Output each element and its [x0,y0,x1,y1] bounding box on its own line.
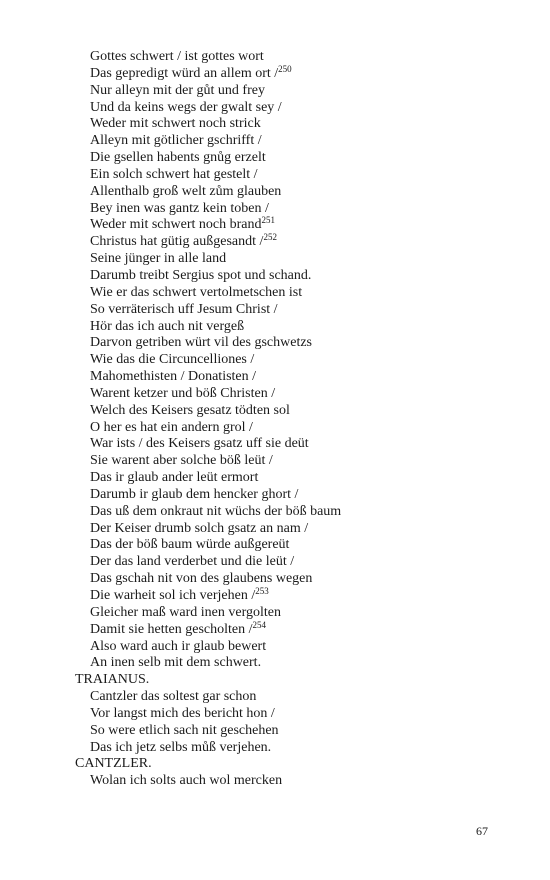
verse-line [0,83,550,100]
verse-line [0,537,550,554]
verse-text: Darumb treibt Sergius spot und schand. [90,267,312,283]
verse-line [0,234,550,251]
verse-text: Wie er das schwert vertolmetschen ist [90,284,303,300]
verse-line [0,619,550,639]
verse-line [0,470,550,487]
verse-text: Die warheit sol ich verjehen / [90,588,256,603]
verse-text: Weder mit schwert noch brand [90,217,262,233]
verse-line [0,571,550,588]
verse-line [0,588,550,605]
verse-text: Mahomethisten / Donatisten / [90,369,257,385]
verse-text: Ein solch schwert hat gestelt / [90,166,258,182]
footnote-marker: 253 [255,586,269,596]
verse-line [0,285,550,302]
speaker-name: TRAIANUS. [75,672,150,688]
verse-text: Also ward auch ir glaub bewert [90,638,267,654]
speaker-name: CANTZLER. [75,756,152,772]
verse-text: Darvon getriben würt vil des gschwetzs [90,335,312,351]
verse-line [0,521,550,538]
verse-text: Vor langst mich des bericht hon / [90,705,275,721]
verse-line [0,369,550,386]
verse-text: An inen selb mit dem schwert. [90,655,262,671]
verse-text: Das ich jetz selbs můß verjehen. [90,739,272,755]
verse-text: Damit sie hetten gescholten / [90,621,253,637]
verse-text: Das gschah nit von des glaubens wegen [90,571,313,587]
verse-line [0,352,550,369]
verse-text: Bey inen was gantz kein toben / [90,200,269,216]
verse-line [0,639,550,656]
verse-line [0,453,550,470]
verse-line [0,504,550,521]
verse-text: Und da keins wegs der gwalt sey / [90,99,282,115]
verse-line [0,689,550,706]
verse-line [0,302,550,319]
footnote-marker: 254 [252,619,267,630]
verse-line [0,251,550,268]
verse-text: Das gepredigt würd an allem ort / [90,65,279,81]
verse-text: Seine jünger in alle land [90,251,227,267]
verse-line [0,100,550,117]
verse-text: War ists / des Keisers gsatz uff sie deüt [90,436,309,452]
verse-text: Das der böß baum würde außgereüt [90,537,290,553]
verse-line [0,723,550,740]
verse-text: Der Keiser drumb solch gsatz an nam / [90,520,309,536]
verse-line [0,150,550,167]
verse-line [0,167,550,184]
verse-line [0,436,550,453]
verse-text: Der das land verderbet und die leüt / [90,554,295,570]
verse-text: So verräterisch uff Jesum Christ / [90,301,278,317]
verse-text: Darumb ir glaub dem hencker ghort / [90,486,299,502]
verse-text: So were etlich sach nit geschehen [90,722,279,738]
verse-text: Warent ketzer und böß Christen / [90,385,276,401]
verse-line [0,554,550,571]
verse-line [0,605,550,622]
verse-line [0,740,550,757]
verse-line [0,706,550,723]
verse-text: Alleyn mit götlicher gschrifft / [90,133,262,149]
verse-text: Welch des Keisers gesatz tödten sol [90,402,290,418]
verse-text: Nur alleyn mit der gůt und frey [90,82,265,98]
verse-text: Wie das die Circuncelliones / [90,352,255,368]
speaker-heading [0,756,550,773]
verse-text: Sie warent aber solche böß leüt / [90,453,273,469]
verse-text: Das ir glaub ander leüt ermort [90,470,259,486]
verse-line [0,268,550,285]
verse-line [0,655,550,672]
verse-line [0,420,550,437]
verse-line [0,335,550,352]
verse-line [0,184,550,201]
document-text [0,49,550,790]
verse-text: Gottes schwert / ist gottes wort [90,49,264,64]
verse-line [0,319,550,336]
verse-text: O her es hat ein andern grol / [90,419,253,435]
verse-line [0,49,550,66]
verse-line [0,201,550,218]
verse-text: Cantzler das soltest gar schon [90,689,257,705]
footnote-marker: 250 [278,63,292,74]
footnote-marker: 251 [261,215,275,226]
verse-line [0,403,550,420]
verse-line [0,133,550,150]
verse-text: Christus hat gütig außgesandt / [90,234,264,250]
footnote-marker: 252 [263,232,277,243]
verse-text: Weder mit schwert noch strick [90,116,261,132]
speaker-heading [0,672,550,689]
verse-line [0,116,550,133]
verse-text: Gleicher maß ward inen vergolten [90,604,282,620]
verse-text: Allenthalb groß welt zům glauben [90,183,282,199]
verse-text: Wolan ich solts auch wol mercken [90,773,283,789]
verse-line [0,487,550,504]
verse-line [0,386,550,403]
verse-text: Das uß dem onkraut nit wüchs der böß baum [90,503,342,519]
verse-line [0,773,550,790]
verse-line [0,63,550,83]
verse-text: Hör das ich auch nit vergeß [90,318,245,334]
page-number: 67 [476,824,488,838]
verse-text: Die gsellen habents gnůg erzelt [90,150,266,166]
